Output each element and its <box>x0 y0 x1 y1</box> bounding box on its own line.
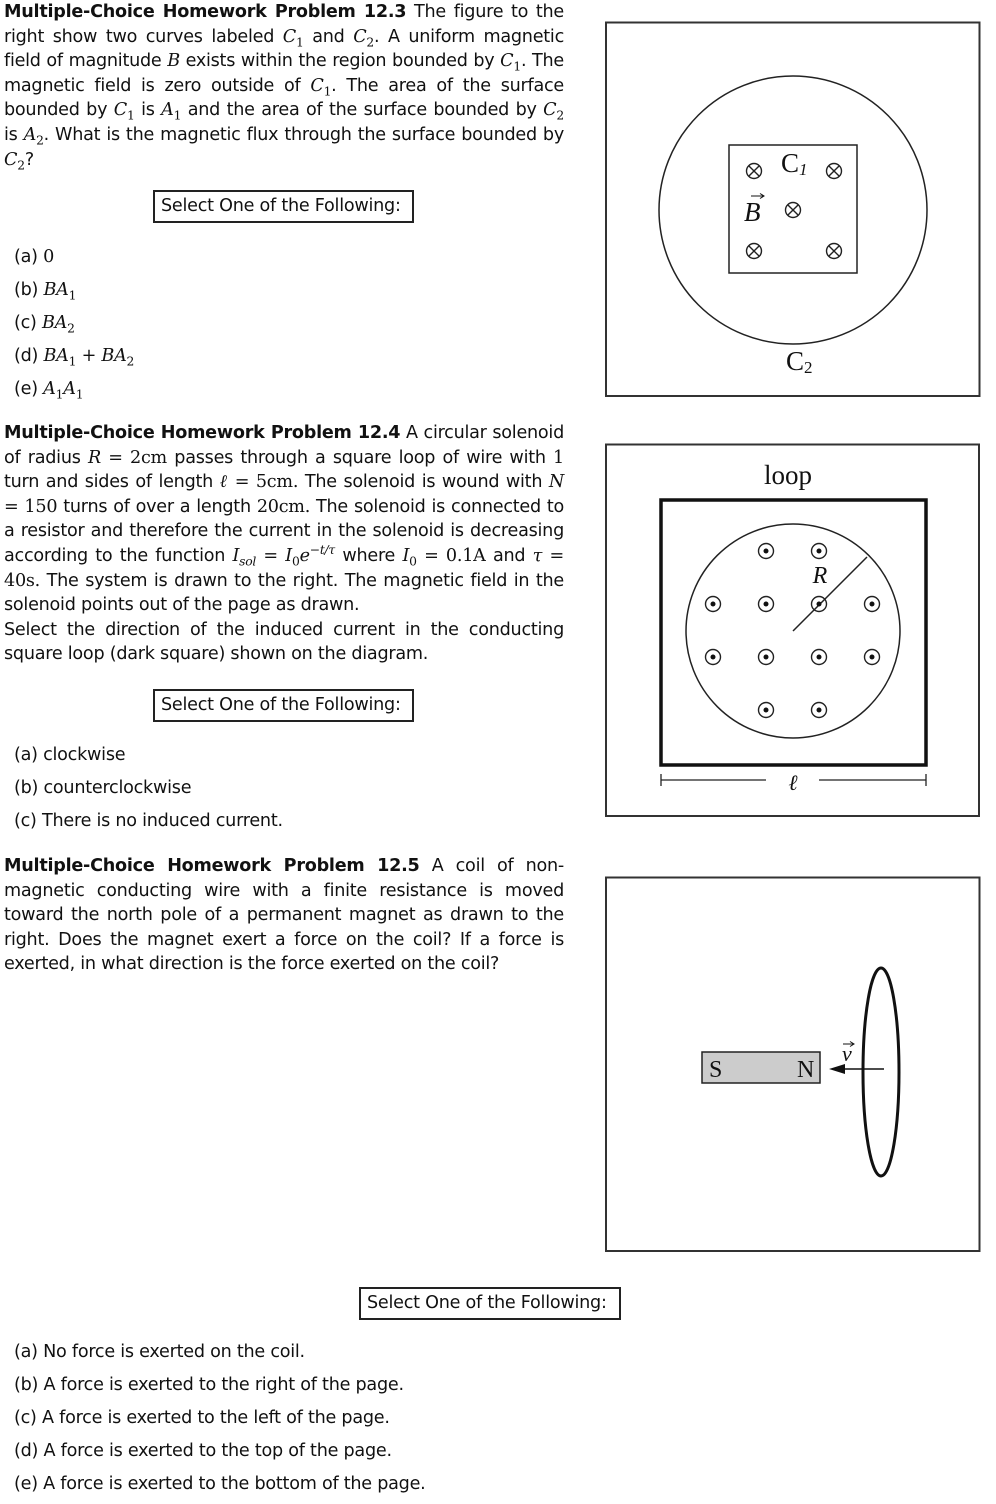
option-e[interactable]: (e) $A_1A_1$ <box>14 379 84 402</box>
option-c[interactable]: (c) A force is exerted to the left of the page. <box>14 1408 390 1428</box>
figure-magnet-coil <box>604 876 982 1253</box>
label-north-pole: N <box>797 1057 815 1083</box>
radius-line <box>793 557 867 631</box>
select-one-button[interactable]: Select One of the Following: <box>359 1287 621 1320</box>
label-b-vector: B <box>744 197 761 227</box>
options-list <box>14 1336 426 1501</box>
option-e[interactable]: (e) A force is exerted to the bottom of the page. <box>14 1474 426 1494</box>
option-c[interactable]: (c) $BA_2$ <box>14 313 75 336</box>
coil-loop <box>863 968 899 1176</box>
option-a[interactable]: (a) No force is exerted on the coil. <box>14 1342 305 1362</box>
select-one-button[interactable]: Select One of the Following: <box>153 689 414 722</box>
label-c2: C2 <box>786 346 813 377</box>
option-d[interactable]: (d) $BA_1 + BA_2$ <box>14 346 135 369</box>
option-b[interactable]: (b) A force is exerted to the right of the page. <box>14 1375 404 1395</box>
option-d[interactable]: (d) A force is exerted to the top of the page. <box>14 1441 392 1461</box>
label-south-pole: S <box>709 1057 723 1083</box>
option-b[interactable]: (b) $BA_1$ <box>14 280 77 303</box>
option-b[interactable]: (b) counterclockwise <box>14 778 192 798</box>
label-loop: loop <box>763 460 813 490</box>
problem-12-5-statement: Multiple-Choice Homework Problem 12.5 A coil of non-magnetic conducting wire with a finite resistance is moved toward the north pole of a permanent magnet as drawn to the right. Does the magnet exert a force on the coil? If a force is exerted, in what direction is the force exerted on the coil? <box>4 856 564 975</box>
options-list <box>14 739 283 838</box>
square-loop <box>661 500 926 765</box>
label-r: R <box>812 563 828 589</box>
options-list <box>14 241 134 406</box>
problem-12-4-statement: Multiple-Choice Homework Problem 12.4 A circular solenoid of radius R = 2cm passes through a square loop of wire with 1 turn and sides of length ℓ = 5cm. The solenoid is wound with N = 150 turns of over a length 20cm. The solenoid is connected to a resistor and therefore the current in the solenoid is decreasing according to the function $I_{sol} = I_0e^{-t/\tau}$ where $I_0 = 0.1A$ and τ = 40s. The system is drawn to the right. The magnetic field in the solenoid points out of the page as drawn. Select the direction of the induced current in the conducting square loop (dark square) shown on the diagram. <box>4 423 565 665</box>
select-one-button[interactable]: Select One of the Following: <box>153 190 414 223</box>
problem-12-3-statement: Multiple-Choice Homework Problem 12.3 The figure to the right show two curves labeled $C_1$ and $C_2$. A uniform magnetic field of magnitude B exists within the region bounded by $C_1$. The magnetic field is zero outside of $C_1$. The area of the surface bounded by $C_1$ is $A_1$ and the area of the surface bounded by $C_2$ is $A_2$. What is the magnetic flux through the surface bounded by $C_2$? <box>4 2 564 173</box>
figure-solenoid-loop <box>604 443 981 818</box>
label-v: v <box>842 1041 852 1066</box>
velocity-arrow-icon <box>829 1064 884 1074</box>
problem-heading: Multiple-Choice Homework Problem 12.5 <box>4 856 420 876</box>
option-c[interactable]: (c) There is no induced current. <box>14 811 283 831</box>
figure-curves-c1-c2 <box>604 21 982 398</box>
problem-heading: Multiple-Choice Homework Problem 12.3 <box>4 2 407 22</box>
problem-heading: Multiple-Choice Homework Problem 12.4 <box>4 423 401 443</box>
label-ell: ℓ <box>788 771 798 796</box>
label-c1: C1 <box>781 148 808 179</box>
option-a[interactable]: (a) 0 <box>14 247 55 267</box>
option-a[interactable]: (a) clockwise <box>14 745 126 765</box>
